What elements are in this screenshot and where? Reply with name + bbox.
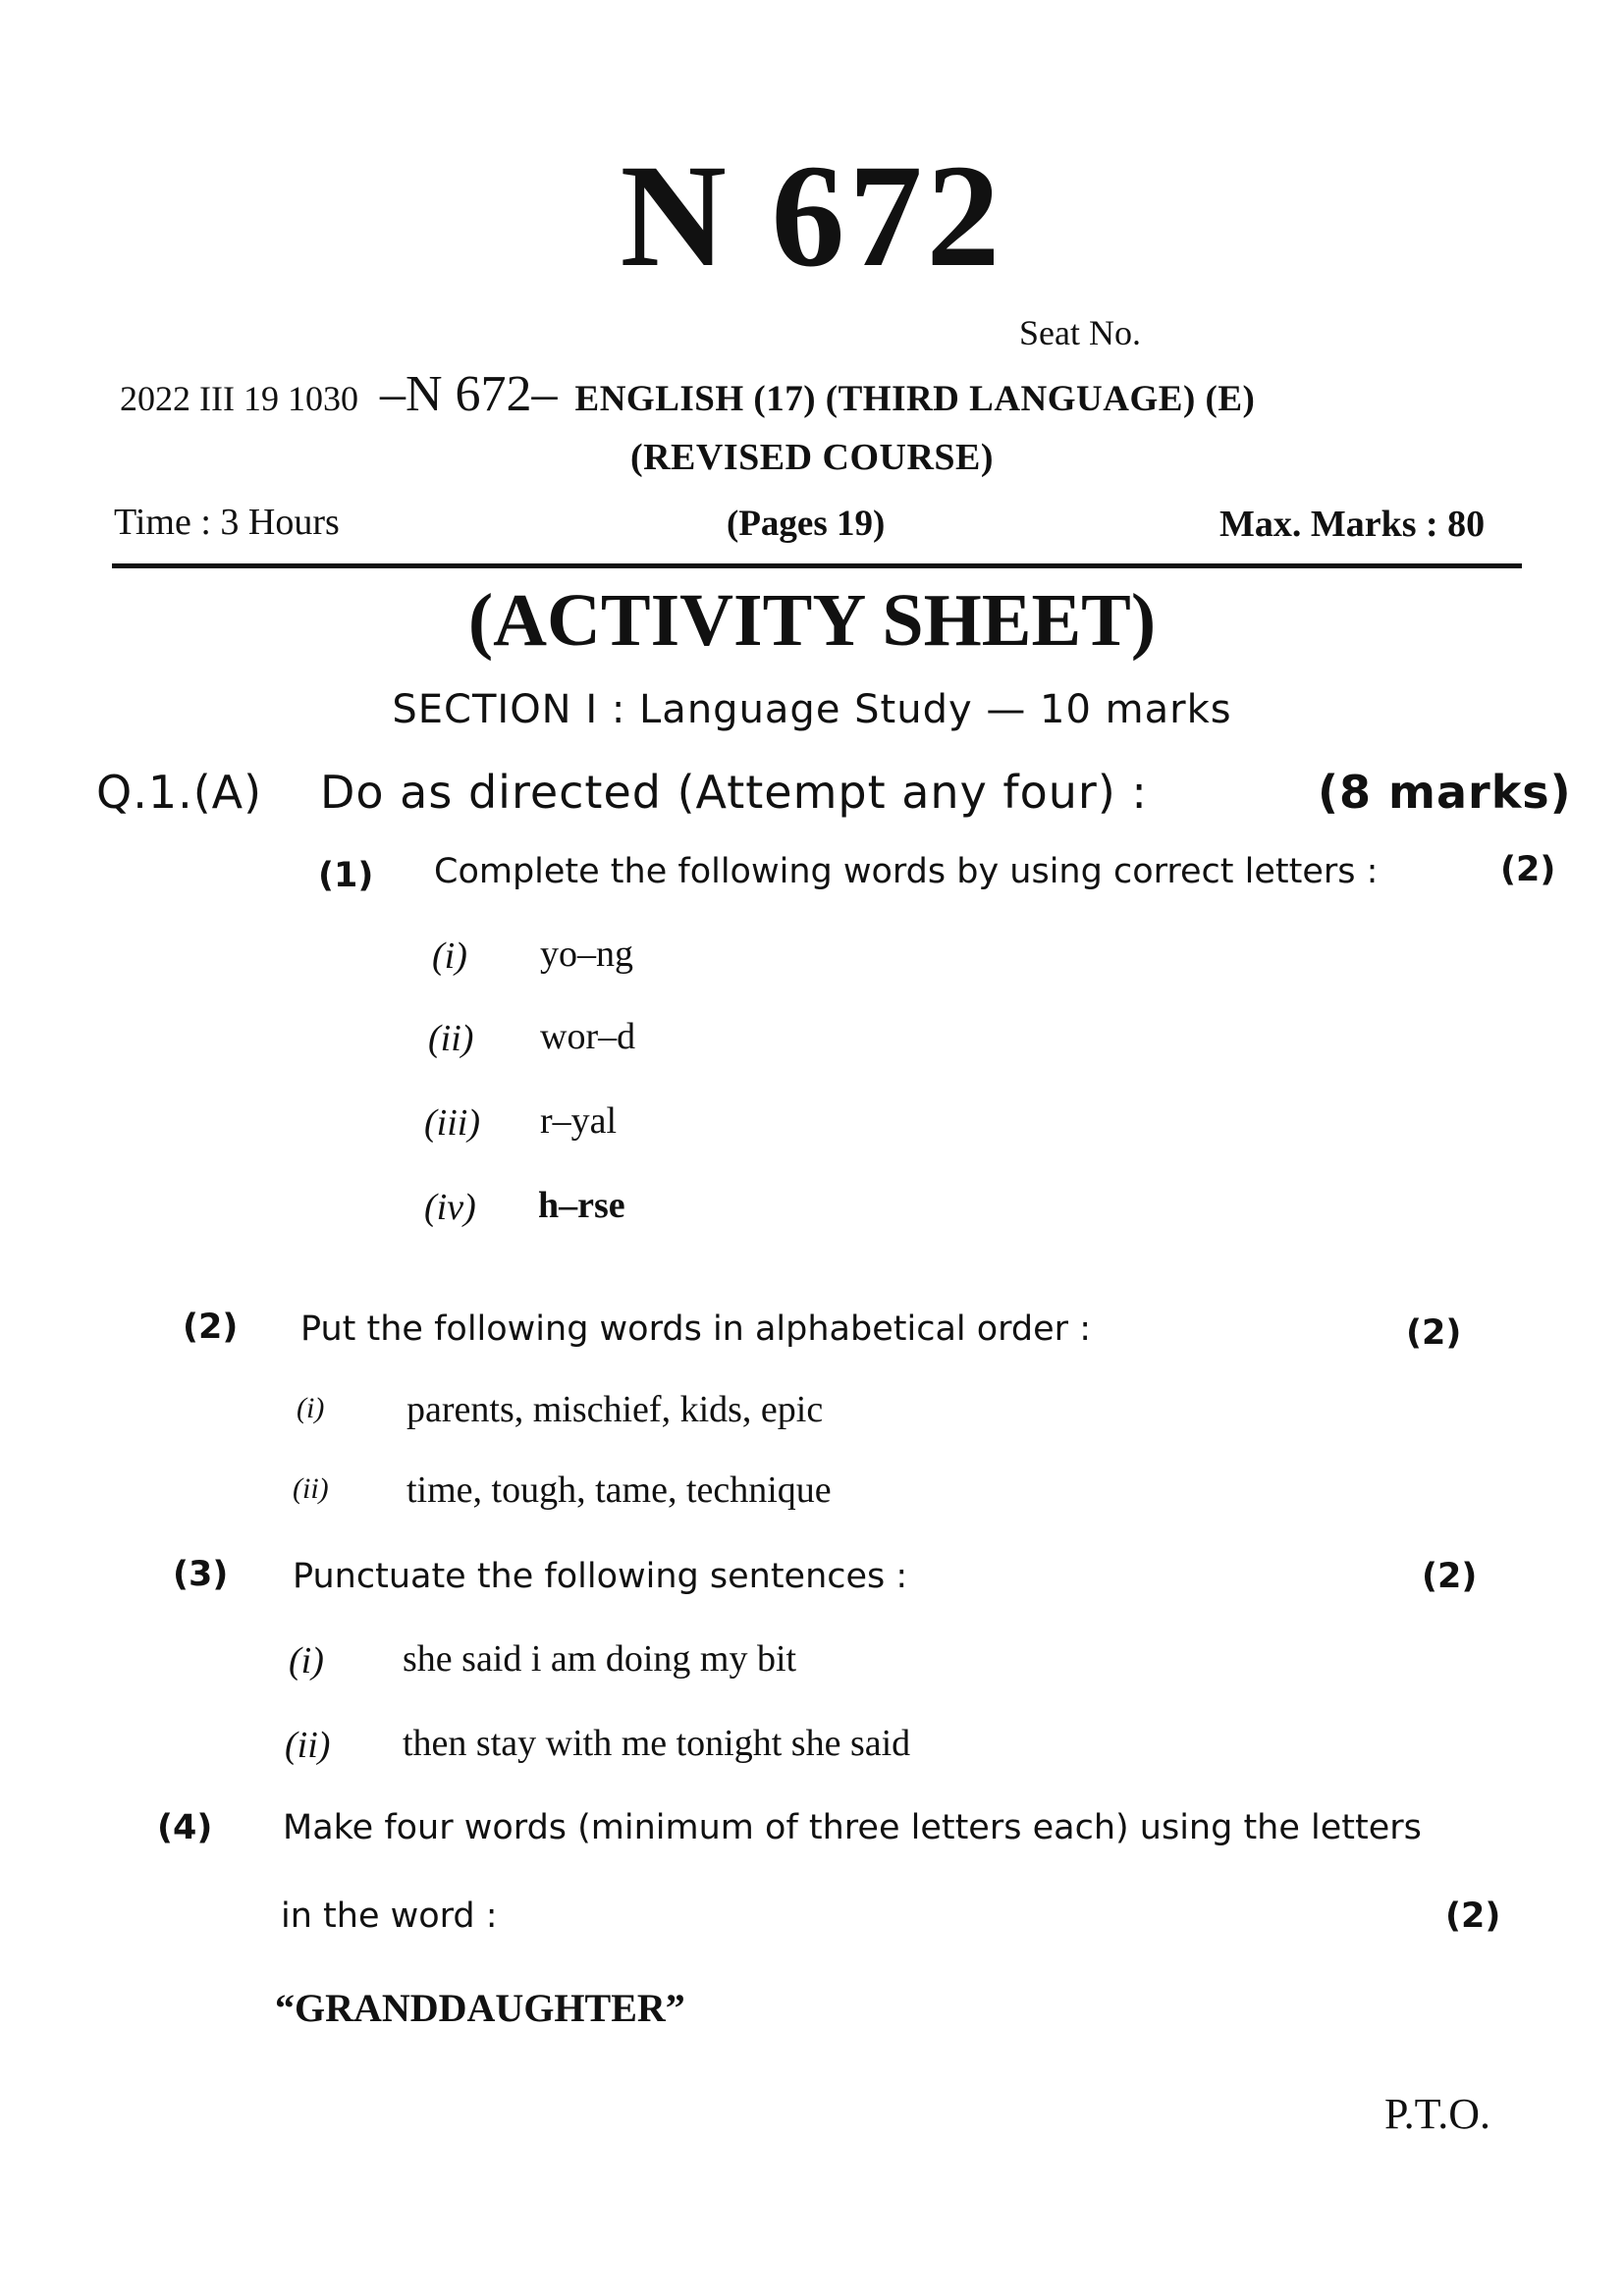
subquestion-number: (2) <box>183 1308 239 1347</box>
item-number: (ii) <box>428 1018 474 1059</box>
item-text: time, tough, tame, technique <box>406 1469 832 1511</box>
subquestion-marks: (2) <box>1406 1313 1462 1353</box>
subquestion-text: Complete the following words by using correct letters : <box>434 852 1379 891</box>
item-number: (i) <box>297 1392 325 1424</box>
subquestion-number: (3) <box>173 1555 229 1594</box>
item-number: (i) <box>289 1640 324 1682</box>
item-text: she said i am doing my bit <box>403 1638 797 1680</box>
max-marks-label: Max. Marks : 80 <box>1219 504 1486 545</box>
seat-no-label: Seat No. <box>1019 313 1141 352</box>
pto-label: P.T.O. <box>1384 2090 1490 2138</box>
exam-meta-line <box>120 365 1255 423</box>
question-marks: (8 marks) <box>1318 766 1572 819</box>
subject-title: ENGLISH (17) (THIRD LANGUAGE) (E) <box>574 379 1256 419</box>
exam-code: 2022 III 19 1030 <box>120 379 358 418</box>
activity-sheet-title: (ACTIVITY SHEET) <box>467 579 1157 662</box>
item-text: then stay with me tonight she said <box>403 1723 911 1764</box>
subquestion-text: Punctuate the following sentences : <box>293 1557 908 1596</box>
question-number: Q.1.(A) <box>96 766 263 819</box>
section-heading: SECTION I : Language Study — 10 marks <box>392 687 1232 732</box>
item-number: (i) <box>432 935 467 977</box>
item-number: (ii) <box>293 1472 329 1505</box>
item-text: parents, mischief, kids, epic <box>406 1389 824 1430</box>
subquestion-marks: (2) <box>1422 1557 1478 1596</box>
pages-label: (Pages 19) <box>727 504 886 544</box>
item-text: yo–ng <box>540 934 633 975</box>
item-text: wor–d <box>540 1016 636 1057</box>
question-instruction: Do as directed (Attempt any four) : <box>320 766 1148 819</box>
subquestion-marks: (2) <box>1445 1896 1501 1936</box>
subquestion-text-continuation: in the word : <box>281 1896 498 1936</box>
paper-code-inline: –N 672– <box>379 366 558 422</box>
subquestion-number: (4) <box>157 1808 213 1847</box>
item-number: (iv) <box>424 1187 476 1228</box>
item-number: (ii) <box>285 1725 331 1766</box>
subquestion-number: (1) <box>318 856 374 895</box>
paper-code-heading: N 672 <box>620 134 1004 297</box>
given-word: “GRANDDAUGHTER” <box>275 1986 685 2030</box>
item-text: h–rse <box>538 1185 625 1226</box>
item-text: r–yal <box>540 1100 618 1142</box>
subquestion-text: Put the following words in alphabetical order : <box>300 1309 1091 1349</box>
item-number: (iii) <box>424 1102 480 1144</box>
course-label: (REVISED COURSE) <box>629 437 995 478</box>
time-label: Time : 3 Hours <box>114 502 340 543</box>
header-divider <box>112 563 1522 568</box>
subquestion-text: Make four words (minimum of three letters each) using the letters <box>283 1808 1422 1847</box>
subquestion-marks: (2) <box>1500 850 1556 889</box>
